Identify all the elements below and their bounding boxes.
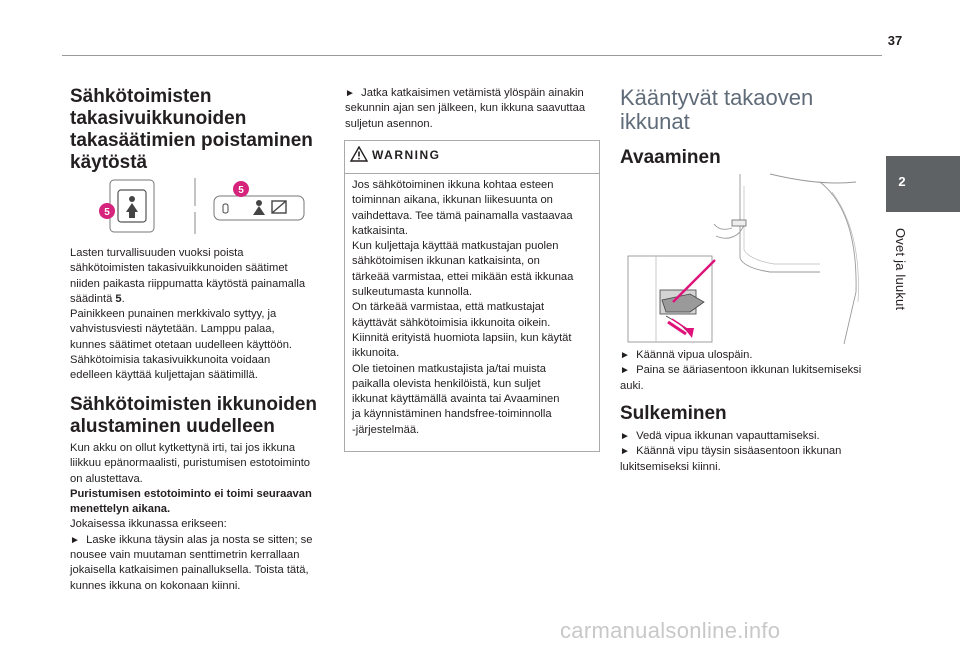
left-paragraph-2 <box>70 441 340 594</box>
step-line <box>70 533 340 548</box>
text-line: sähkötoimisten takasivuikkunoiden säätimet <box>70 262 288 275</box>
bullet-icon: ► <box>620 446 630 458</box>
callout-number: 5 <box>238 185 244 196</box>
step-line <box>620 348 880 363</box>
text-line: liikkuu epänormaalisti, puristumisen estotoiminto <box>70 457 311 470</box>
text-line: Kun akku on ollut kytkettynä irti, tai jos ikkuna <box>70 442 296 454</box>
text-line: auki. <box>620 379 644 392</box>
heading-line: alustaminen uudelleen <box>70 416 275 437</box>
text-line: edelleen käyttää kuljettajan säätimillä. <box>70 369 258 382</box>
text-line: nousee vain muutaman senttimetrin kerrallaan <box>70 549 300 562</box>
text-line: sähkötoimisen ikkunan katkaisinta, on <box>352 255 540 268</box>
text-line: on alustettava. <box>70 472 143 485</box>
heading-open: Avaaminen <box>620 147 721 168</box>
open-steps <box>620 348 880 394</box>
window-lock-switch-illustration <box>96 176 312 236</box>
text-line: paikalla olevista henkilöistä, kun suljet <box>352 377 541 390</box>
right-title <box>620 86 870 134</box>
middle-paragraph <box>345 86 607 132</box>
heading-line: Sähkötoimisten <box>70 86 212 107</box>
child-icon <box>129 196 135 202</box>
text-line: kunnes ikkuna on kokonaan kiinni. <box>70 579 241 592</box>
text-line: niiden paikasta riippumatta käytöstä painamalla <box>70 277 306 290</box>
chapter-label: Ovet ja luukut <box>893 228 908 311</box>
text-line: Jokaisessa ikkunassa erikseen: <box>70 518 227 531</box>
left-paragraph-1 <box>70 246 338 384</box>
text-line: katkaisinta. <box>352 224 408 237</box>
text-line: tärkeää varmistaa, ettei mikään estä ikkunaa <box>352 270 574 283</box>
close-steps <box>620 429 880 475</box>
text-line: säädintä 5. <box>70 292 125 305</box>
text-line: Jos sähkötoiminen ikkuna kohtaa esteen <box>352 179 554 191</box>
step-line <box>620 363 880 378</box>
heading-line: Sähkötoimisten ikkunoiden <box>70 394 318 415</box>
text-line: käyttävät sähkötoimisia ikkunoita oikein. <box>352 316 551 329</box>
heading-line: käytöstä <box>70 152 148 173</box>
text-line: Kun kuljettaja käyttää matkustajan puolen <box>352 240 559 253</box>
callout-number: 5 <box>104 207 110 218</box>
text-span: Vedä vipua ikkunan vapauttamiseksi. <box>636 430 820 442</box>
text-span: Laske ikkuna täysin alas ja nosta se sitten; se <box>86 533 313 546</box>
bullet-icon: ► <box>70 534 80 546</box>
left-heading-2 <box>70 394 340 438</box>
text-span: Paina se ääriasentoon ikkunan lukitsemiseksi <box>636 364 862 377</box>
chapter-tab[interactable] <box>886 156 960 212</box>
text-span: Käännä vipu täysin sisäasentoon ikkunan <box>636 445 842 458</box>
text-line: sulkeutumasta kunnolla. <box>352 286 473 299</box>
text-line: lukitsemiseksi kiinni. <box>620 460 721 473</box>
bullet-icon: ► <box>620 431 630 442</box>
text-span: Jatka katkaisimen vetämistä ylöspäin ainakin <box>361 87 584 99</box>
control-reference: 5 <box>115 292 122 305</box>
chapter-number: 2 <box>898 174 906 189</box>
left-heading-1 <box>70 86 330 174</box>
bullet-icon: ► <box>620 350 630 361</box>
watermark: carmanualsonline.info <box>560 618 781 643</box>
warning-rule <box>344 173 600 174</box>
text-line: vahvistusviesti näytetään. Lamppu palaa, <box>70 323 275 336</box>
text-line: vaihdettava. Tee tämä painamalla vastaavaa <box>352 209 573 222</box>
text-line: suljetun asennon. <box>345 117 433 130</box>
bullet-icon: ► <box>345 88 355 99</box>
text-line: Kiinnitä erityistä huomiota lapsiin, kun käytät <box>352 331 572 344</box>
page-number: 37 <box>887 33 903 48</box>
header-rule <box>62 55 882 56</box>
warning-title: WARNING <box>372 148 441 162</box>
warning-text <box>352 178 594 438</box>
bullet-icon: ► <box>620 365 630 377</box>
step-line <box>620 444 880 459</box>
heading-close: Sulkeminen <box>620 403 727 424</box>
heading-line: takasäätimien poistaminen <box>70 130 313 151</box>
heading-line: takasivuikkunoiden <box>70 108 247 129</box>
text-line: Puristumisen estotoiminto ei toimi seuraavan <box>70 487 312 500</box>
rear-window-latch-illustration <box>620 172 870 344</box>
text-line: jokaisella katkaisimen painalluksella. Toista tätä, <box>70 564 309 577</box>
text-line: Sähkötoimisia takasivuikkunoita voidaan <box>70 354 271 367</box>
title-line: Kääntyvät takaoven <box>620 85 814 110</box>
text-line: On tärkeää varmistaa, että matkustajat <box>352 301 545 314</box>
text-line: sekunnin ajan sen jälkeen, kun ikkuna saavuttaa <box>345 102 586 115</box>
text-line: Painikkeen punainen merkkivalo syttyy, ja <box>70 308 277 321</box>
step-line <box>345 86 607 101</box>
text-span: Käännä vipua ulospäin. <box>636 349 753 361</box>
text-span: säädintä <box>70 292 116 305</box>
text-line: ikkunat käyttämällä avainta tai Avaaminen <box>352 393 560 406</box>
text-line: Ole tietoinen matkustajista ja/tai muista <box>352 362 547 375</box>
text-line: ikkunoita. <box>352 347 400 360</box>
text-line: -järjestelmää. <box>352 423 420 436</box>
text-line: Lasten turvallisuuden vuoksi poista <box>70 247 244 259</box>
warning-icon <box>350 146 368 162</box>
step-line <box>620 429 880 444</box>
text-line: toiminnan aikana, ikkunan liikesuunta on <box>352 194 553 207</box>
title-line: ikkunat <box>620 109 690 134</box>
text-line: menettelyn aikana. <box>70 503 171 516</box>
text-line: kunnes säätimet otetaan uudelleen käyttöön. <box>70 338 293 351</box>
text-line: ja käynnistäminen handsfree-toiminnolla <box>352 408 552 421</box>
